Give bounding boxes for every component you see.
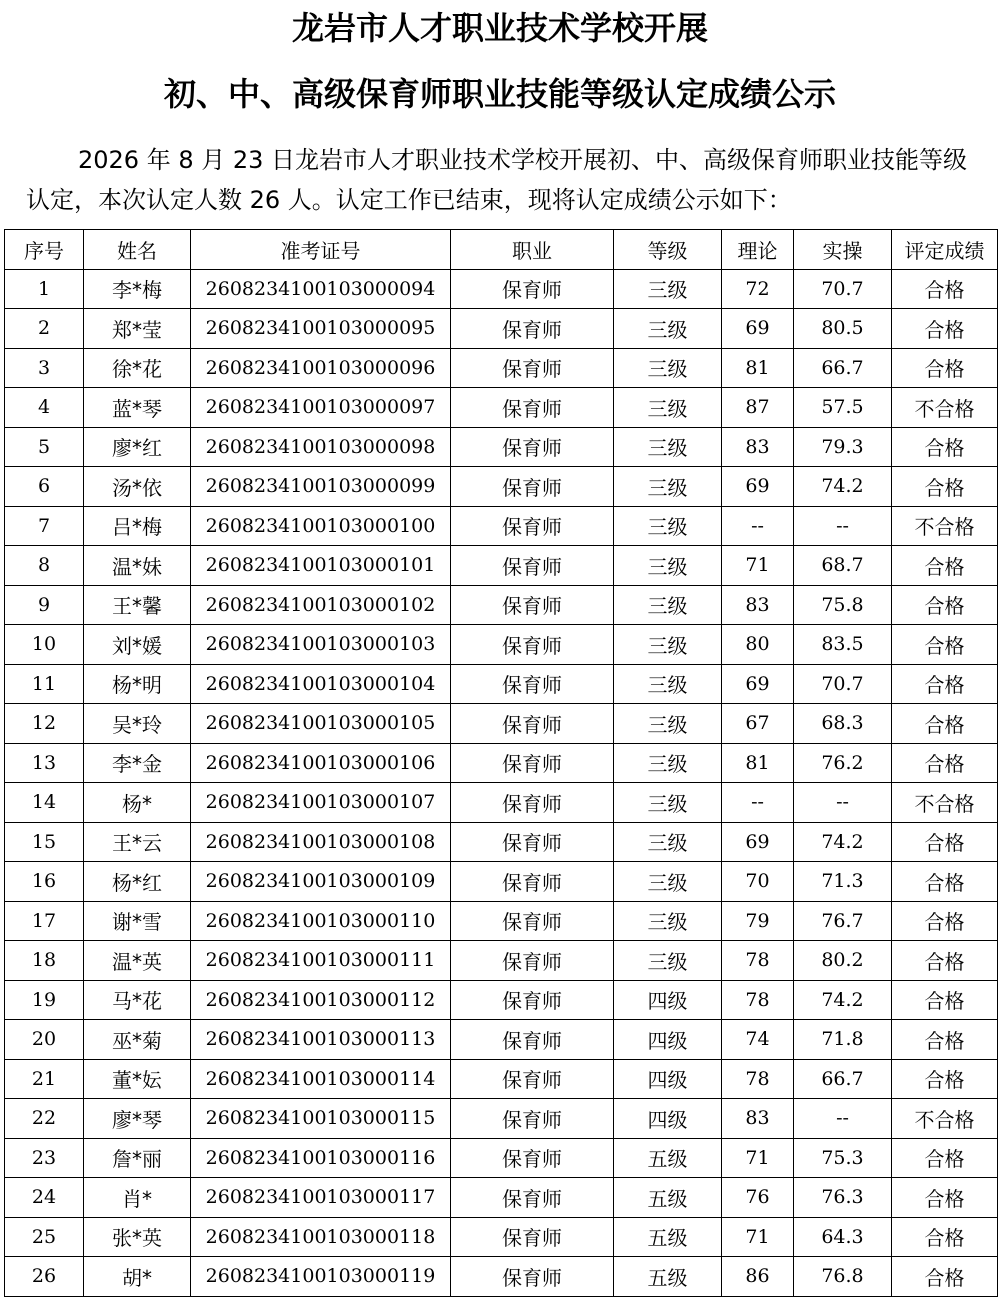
cell-result: 不合格 (892, 783, 998, 823)
cell-name: 汤*依 (84, 467, 191, 507)
cell-level: 三级 (614, 309, 722, 349)
cell-name: 李*梅 (84, 269, 191, 309)
cell-theory: 70 (722, 862, 794, 902)
cell-result: 合格 (892, 269, 998, 309)
cell-occupation: 保育师 (451, 309, 614, 349)
cell-occupation: 保育师 (451, 625, 614, 665)
cell-result: 合格 (892, 585, 998, 625)
cell-name: 詹*丽 (84, 1138, 191, 1178)
cell-level: 五级 (614, 1257, 722, 1297)
cell-name: 蓝*琴 (84, 388, 191, 428)
cell-exam-id: 2608234100103000109 (191, 862, 451, 902)
cell-result: 不合格 (892, 1099, 998, 1139)
cell-practice: 66.7 (794, 1059, 892, 1099)
cell-theory: 78 (722, 1059, 794, 1099)
cell-name: 王*馨 (84, 585, 191, 625)
cell-result: 合格 (892, 822, 998, 862)
cell-exam-id: 2608234100103000110 (191, 901, 451, 941)
cell-result: 合格 (892, 1138, 998, 1178)
cell-occupation: 保育师 (451, 1020, 614, 1060)
cell-index: 26 (5, 1257, 84, 1297)
cell-name: 郑*莹 (84, 309, 191, 349)
cell-theory: 69 (722, 467, 794, 507)
cell-level: 三级 (614, 506, 722, 546)
cell-theory: 78 (722, 941, 794, 981)
cell-result: 合格 (892, 467, 998, 507)
cell-occupation: 保育师 (451, 585, 614, 625)
cell-exam-id: 2608234100103000098 (191, 427, 451, 467)
table-row (5, 901, 998, 941)
cell-exam-id: 2608234100103000108 (191, 822, 451, 862)
table-row (5, 506, 998, 546)
cell-index: 2 (5, 309, 84, 349)
cell-name: 徐*花 (84, 348, 191, 388)
cell-level: 三级 (614, 901, 722, 941)
cell-practice: 66.7 (794, 348, 892, 388)
header-name: 姓名 (84, 230, 191, 270)
cell-theory: 69 (722, 664, 794, 704)
cell-index: 13 (5, 743, 84, 783)
cell-theory: -- (722, 783, 794, 823)
cell-name: 吴*玲 (84, 704, 191, 744)
cell-level: 四级 (614, 980, 722, 1020)
header-practice: 实操 (794, 230, 892, 270)
cell-name: 廖*红 (84, 427, 191, 467)
table-row (5, 1020, 998, 1060)
cell-level: 五级 (614, 1178, 722, 1218)
cell-practice: 76.8 (794, 1257, 892, 1297)
cell-result: 合格 (892, 1257, 998, 1297)
cell-theory: 83 (722, 1099, 794, 1139)
cell-level: 四级 (614, 1020, 722, 1060)
table-row (5, 704, 998, 744)
cell-name: 肖* (84, 1178, 191, 1218)
table-body (5, 269, 998, 1296)
cell-occupation: 保育师 (451, 783, 614, 823)
table-row (5, 1217, 998, 1257)
cell-name: 马*花 (84, 980, 191, 1020)
cell-theory: 78 (722, 980, 794, 1020)
cell-occupation: 保育师 (451, 269, 614, 309)
cell-occupation: 保育师 (451, 664, 614, 704)
table-row (5, 941, 998, 981)
cell-occupation: 保育师 (451, 704, 614, 744)
cell-index: 8 (5, 546, 84, 586)
cell-level: 三级 (614, 348, 722, 388)
cell-name: 巫*菊 (84, 1020, 191, 1060)
cell-occupation: 保育师 (451, 1217, 614, 1257)
table-row (5, 625, 998, 665)
cell-result: 合格 (892, 980, 998, 1020)
doc-title-line2: 初、中、高级保育师职业技能等级认定成绩公示 (163, 75, 836, 113)
cell-name: 谢*雪 (84, 901, 191, 941)
cell-theory: 72 (722, 269, 794, 309)
header-occupation: 职业 (451, 230, 614, 270)
cell-name: 吕*梅 (84, 506, 191, 546)
cell-practice: 74.2 (794, 467, 892, 507)
cell-exam-id: 2608234100103000101 (191, 546, 451, 586)
cell-index: 3 (5, 348, 84, 388)
cell-exam-id: 2608234100103000102 (191, 585, 451, 625)
table-row (5, 980, 998, 1020)
cell-occupation: 保育师 (451, 1059, 614, 1099)
cell-result: 不合格 (892, 506, 998, 546)
cell-occupation: 保育师 (451, 506, 614, 546)
cell-practice: 83.5 (794, 625, 892, 665)
table-header-row (5, 230, 998, 270)
cell-name: 王*云 (84, 822, 191, 862)
cell-index: 10 (5, 625, 84, 665)
table-row (5, 1178, 998, 1218)
cell-name: 杨*明 (84, 664, 191, 704)
header-result: 评定成绩 (892, 230, 998, 270)
cell-practice: 71.3 (794, 862, 892, 902)
header-index: 序号 (5, 230, 84, 270)
cell-theory: 83 (722, 585, 794, 625)
cell-index: 25 (5, 1217, 84, 1257)
cell-exam-id: 2608234100103000097 (191, 388, 451, 428)
table-row (5, 1059, 998, 1099)
table-row (5, 427, 998, 467)
cell-occupation: 保育师 (451, 427, 614, 467)
cell-theory: 71 (722, 1217, 794, 1257)
table-row (5, 1138, 998, 1178)
cell-occupation: 保育师 (451, 1257, 614, 1297)
cell-index: 20 (5, 1020, 84, 1060)
results-table (4, 229, 998, 1297)
doc-title-line1: 龙岩市人才职业技术学校开展 (291, 9, 708, 47)
cell-result: 合格 (892, 901, 998, 941)
cell-theory: 80 (722, 625, 794, 665)
cell-index: 6 (5, 467, 84, 507)
cell-index: 15 (5, 822, 84, 862)
cell-result: 合格 (892, 625, 998, 665)
cell-index: 14 (5, 783, 84, 823)
cell-name: 董*妘 (84, 1059, 191, 1099)
cell-practice: 68.3 (794, 704, 892, 744)
cell-index: 17 (5, 901, 84, 941)
cell-index: 21 (5, 1059, 84, 1099)
cell-exam-id: 2608234100103000099 (191, 467, 451, 507)
cell-level: 三级 (614, 783, 722, 823)
cell-exam-id: 2608234100103000095 (191, 309, 451, 349)
cell-theory: 86 (722, 1257, 794, 1297)
cell-index: 7 (5, 506, 84, 546)
cell-theory: 79 (722, 901, 794, 941)
cell-practice: 80.5 (794, 309, 892, 349)
cell-index: 19 (5, 980, 84, 1020)
cell-exam-id: 2608234100103000116 (191, 1138, 451, 1178)
cell-result: 合格 (892, 664, 998, 704)
cell-practice: -- (794, 783, 892, 823)
table-row (5, 783, 998, 823)
table-row (5, 1099, 998, 1139)
cell-index: 23 (5, 1138, 84, 1178)
cell-result: 合格 (892, 862, 998, 902)
cell-level: 三级 (614, 585, 722, 625)
cell-exam-id: 2608234100103000119 (191, 1257, 451, 1297)
header-theory: 理论 (722, 230, 794, 270)
cell-exam-id: 2608234100103000112 (191, 980, 451, 1020)
cell-result: 合格 (892, 704, 998, 744)
cell-name: 张*英 (84, 1217, 191, 1257)
cell-exam-id: 2608234100103000114 (191, 1059, 451, 1099)
cell-theory: 67 (722, 704, 794, 744)
cell-result: 合格 (892, 1059, 998, 1099)
cell-level: 三级 (614, 664, 722, 704)
cell-practice: 74.2 (794, 980, 892, 1020)
cell-theory: 81 (722, 348, 794, 388)
cell-index: 1 (5, 269, 84, 309)
cell-occupation: 保育师 (451, 388, 614, 428)
cell-index: 22 (5, 1099, 84, 1139)
cell-theory: 81 (722, 743, 794, 783)
cell-name: 杨*红 (84, 862, 191, 902)
cell-level: 三级 (614, 388, 722, 428)
cell-exam-id: 2608234100103000104 (191, 664, 451, 704)
cell-name: 刘*媛 (84, 625, 191, 665)
cell-result: 合格 (892, 743, 998, 783)
cell-practice: 75.3 (794, 1138, 892, 1178)
table-row (5, 822, 998, 862)
cell-exam-id: 2608234100103000113 (191, 1020, 451, 1060)
cell-level: 三级 (614, 427, 722, 467)
cell-exam-id: 2608234100103000106 (191, 743, 451, 783)
cell-result: 合格 (892, 348, 998, 388)
cell-name: 胡* (84, 1257, 191, 1297)
cell-practice: 74.2 (794, 822, 892, 862)
cell-theory: 83 (722, 427, 794, 467)
cell-level: 三级 (614, 704, 722, 744)
table-row (5, 309, 998, 349)
cell-level: 三级 (614, 269, 722, 309)
table-row (5, 348, 998, 388)
cell-theory: 76 (722, 1178, 794, 1218)
cell-occupation: 保育师 (451, 743, 614, 783)
cell-occupation: 保育师 (451, 862, 614, 902)
table-row (5, 664, 998, 704)
cell-result: 合格 (892, 1020, 998, 1060)
cell-result: 合格 (892, 546, 998, 586)
table-row (5, 269, 998, 309)
cell-name: 廖*琴 (84, 1099, 191, 1139)
cell-level: 五级 (614, 1217, 722, 1257)
cell-exam-id: 2608234100103000100 (191, 506, 451, 546)
cell-occupation: 保育师 (451, 980, 614, 1020)
cell-level: 三级 (614, 743, 722, 783)
cell-index: 24 (5, 1178, 84, 1218)
cell-practice: -- (794, 1099, 892, 1139)
cell-exam-id: 2608234100103000096 (191, 348, 451, 388)
cell-practice: 79.3 (794, 427, 892, 467)
table-row (5, 546, 998, 586)
cell-occupation: 保育师 (451, 1138, 614, 1178)
cell-result: 合格 (892, 1178, 998, 1218)
cell-theory: 71 (722, 1138, 794, 1178)
cell-level: 三级 (614, 822, 722, 862)
cell-level: 三级 (614, 941, 722, 981)
cell-practice: 70.7 (794, 664, 892, 704)
cell-occupation: 保育师 (451, 546, 614, 586)
cell-practice: 76.3 (794, 1178, 892, 1218)
cell-occupation: 保育师 (451, 1099, 614, 1139)
table-row (5, 467, 998, 507)
cell-level: 四级 (614, 1099, 722, 1139)
cell-name: 杨* (84, 783, 191, 823)
cell-level: 三级 (614, 467, 722, 507)
cell-practice: 57.5 (794, 388, 892, 428)
cell-occupation: 保育师 (451, 467, 614, 507)
cell-practice: 71.8 (794, 1020, 892, 1060)
cell-exam-id: 2608234100103000118 (191, 1217, 451, 1257)
cell-exam-id: 2608234100103000115 (191, 1099, 451, 1139)
cell-exam-id: 2608234100103000094 (191, 269, 451, 309)
table-row (5, 862, 998, 902)
cell-level: 三级 (614, 862, 722, 902)
cell-index: 16 (5, 862, 84, 902)
cell-exam-id: 2608234100103000103 (191, 625, 451, 665)
cell-index: 9 (5, 585, 84, 625)
cell-theory: 69 (722, 309, 794, 349)
cell-index: 5 (5, 427, 84, 467)
table-row (5, 388, 998, 428)
cell-practice: 64.3 (794, 1217, 892, 1257)
cell-practice: 80.2 (794, 941, 892, 981)
cell-level: 五级 (614, 1138, 722, 1178)
intro-paragraph: 2026 年 8 月 23 日龙岩市人才职业技术学校开展初、中、高级保育师职业技能等级认定，本次认定人数 26 人。认定工作已结束，现将认定成绩公示如下： (26, 146, 968, 214)
cell-name: 李*金 (84, 743, 191, 783)
cell-theory: 71 (722, 546, 794, 586)
table-row (5, 743, 998, 783)
cell-practice: -- (794, 506, 892, 546)
cell-practice: 75.8 (794, 585, 892, 625)
cell-occupation: 保育师 (451, 1178, 614, 1218)
cell-practice: 68.7 (794, 546, 892, 586)
cell-index: 11 (5, 664, 84, 704)
cell-exam-id: 2608234100103000111 (191, 941, 451, 981)
cell-index: 18 (5, 941, 84, 981)
cell-index: 4 (5, 388, 84, 428)
cell-name: 温*英 (84, 941, 191, 981)
cell-theory: 74 (722, 1020, 794, 1060)
header-level: 等级 (614, 230, 722, 270)
cell-level: 三级 (614, 546, 722, 586)
cell-result: 合格 (892, 427, 998, 467)
cell-occupation: 保育师 (451, 901, 614, 941)
cell-practice: 76.2 (794, 743, 892, 783)
cell-theory: 87 (722, 388, 794, 428)
cell-result: 合格 (892, 309, 998, 349)
cell-index: 12 (5, 704, 84, 744)
table-row (5, 585, 998, 625)
cell-exam-id: 2608234100103000105 (191, 704, 451, 744)
cell-practice: 70.7 (794, 269, 892, 309)
header-exam-id: 准考证号 (191, 230, 451, 270)
cell-result: 合格 (892, 1217, 998, 1257)
cell-theory: 69 (722, 822, 794, 862)
cell-level: 四级 (614, 1059, 722, 1099)
cell-practice: 76.7 (794, 901, 892, 941)
cell-result: 不合格 (892, 388, 998, 428)
table-row (5, 1257, 998, 1297)
cell-exam-id: 2608234100103000117 (191, 1178, 451, 1218)
cell-occupation: 保育师 (451, 348, 614, 388)
cell-name: 温*妹 (84, 546, 191, 586)
cell-level: 三级 (614, 625, 722, 665)
cell-exam-id: 2608234100103000107 (191, 783, 451, 823)
cell-theory: -- (722, 506, 794, 546)
cell-occupation: 保育师 (451, 941, 614, 981)
cell-occupation: 保育师 (451, 822, 614, 862)
cell-result: 合格 (892, 941, 998, 981)
